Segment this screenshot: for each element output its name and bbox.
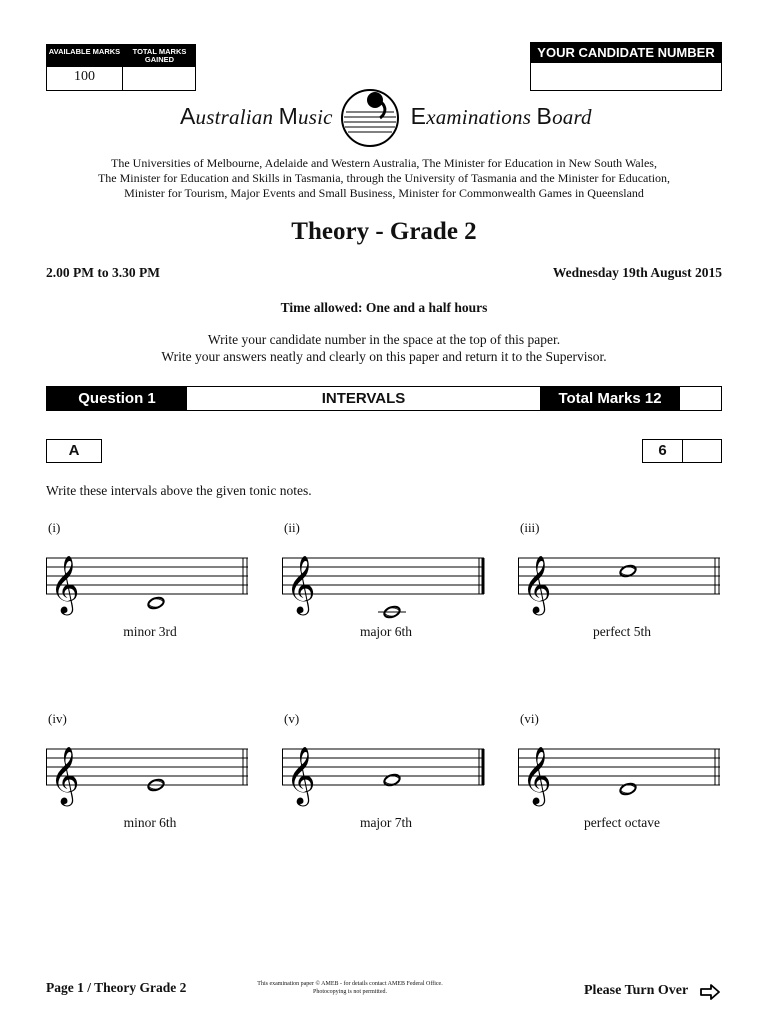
music-staff[interactable] xyxy=(518,736,724,816)
credits-line: The Universities of Melbourne, Adelaide and Western Australia, The Minister for Education in New South Wales, xyxy=(111,156,657,170)
whole-note-outline xyxy=(149,599,164,607)
section-marks: 6 xyxy=(643,440,683,462)
credits-line: Minister for Tourism, Major Events and Small Business, Minister for Commonwealth Games in Queensland xyxy=(124,186,644,200)
instruction-line: Write your answers neatly and clearly on this paper and return it to the Supervisor. xyxy=(161,349,607,364)
photocopy-note: Photocopying is not permitted. xyxy=(313,989,387,995)
candidate-number-box[interactable] xyxy=(530,42,722,91)
music-staff[interactable] xyxy=(46,736,252,816)
interval-name: perfect octave xyxy=(583,815,661,830)
available-marks-label: AVAILABLE MARKS xyxy=(47,45,122,67)
credits-line: The Minister for Education and Skills in Tasmania, through the University of Tasmania and the Minister for Education, xyxy=(97,171,671,185)
treble-clef-icon: 𝄞 xyxy=(522,746,552,804)
question-topic: INTERVALS xyxy=(321,390,406,407)
treble-clef-icon: 𝄞 xyxy=(522,555,552,613)
marks-box-divider xyxy=(122,45,123,90)
exam-date: Wednesday 19th August 2015 xyxy=(552,265,722,280)
available-marks-value: 100 xyxy=(74,69,95,84)
exercise-label: (vi) xyxy=(520,711,539,726)
treble-clef-icon: 𝄞 xyxy=(50,746,80,804)
interval-name: minor 3rd xyxy=(123,624,177,639)
total-marks-gained-label: TOTAL MARKS GAINED xyxy=(123,45,196,67)
whole-note-outline xyxy=(621,567,636,575)
question-bar xyxy=(46,386,722,411)
section-label: A xyxy=(46,439,102,463)
exercise-label: (iv) xyxy=(48,711,67,726)
interval-name: major 6th xyxy=(359,624,413,639)
exercise-label: (iii) xyxy=(520,520,540,535)
instruction-line: Write your candidate number in the space at the top of this paper. xyxy=(207,332,561,347)
music-staff[interactable] xyxy=(46,545,252,625)
exam-time: 2.00 PM to 3.30 PM xyxy=(46,265,160,280)
whole-note xyxy=(619,782,637,796)
arrow-right-icon xyxy=(700,984,720,1000)
interval-name: minor 6th xyxy=(123,815,177,830)
treble-clef-icon: 𝄞 xyxy=(286,555,316,613)
question-total-marks: Total Marks 12 xyxy=(540,387,680,410)
exercise-label: (v) xyxy=(284,711,300,726)
board-title: Australian Music Examinations Board xyxy=(180,103,592,129)
whole-note xyxy=(147,596,165,610)
time-allowed: Time allowed: One and a half hours xyxy=(280,300,488,315)
question-direction: Write these intervals above the given tonic notes. xyxy=(46,483,312,498)
page-number: Page 1 / Theory Grade 2 xyxy=(46,980,187,995)
interval-name: major 7th xyxy=(359,815,413,830)
section-marks-box xyxy=(642,439,722,463)
copyright-notice xyxy=(250,980,450,996)
instructions xyxy=(0,331,768,365)
copyright-line: This examination paper © AMEB - for details contact AMEB Federal Office. xyxy=(257,981,443,987)
exercise-label: (i) xyxy=(48,520,61,535)
page-title: Theory - Grade 2 xyxy=(291,218,477,245)
interval-name: perfect 5th xyxy=(592,624,652,639)
candidate-number-label: YOUR CANDIDATE NUMBER xyxy=(531,43,721,63)
marks-box xyxy=(46,44,196,91)
please-turn-over: Please Turn Over xyxy=(584,983,689,998)
credits xyxy=(40,156,728,201)
question-number: Question 1 xyxy=(47,387,187,410)
treble-clef-icon: 𝄞 xyxy=(286,746,316,804)
whole-note-outline xyxy=(385,776,400,784)
music-staff[interactable] xyxy=(282,545,488,625)
exercise-label: (ii) xyxy=(284,520,300,535)
whole-note-outline xyxy=(621,785,636,793)
treble-clef-icon: 𝄞 xyxy=(50,555,80,613)
music-staff[interactable] xyxy=(518,545,724,625)
music-staff[interactable] xyxy=(282,736,488,816)
